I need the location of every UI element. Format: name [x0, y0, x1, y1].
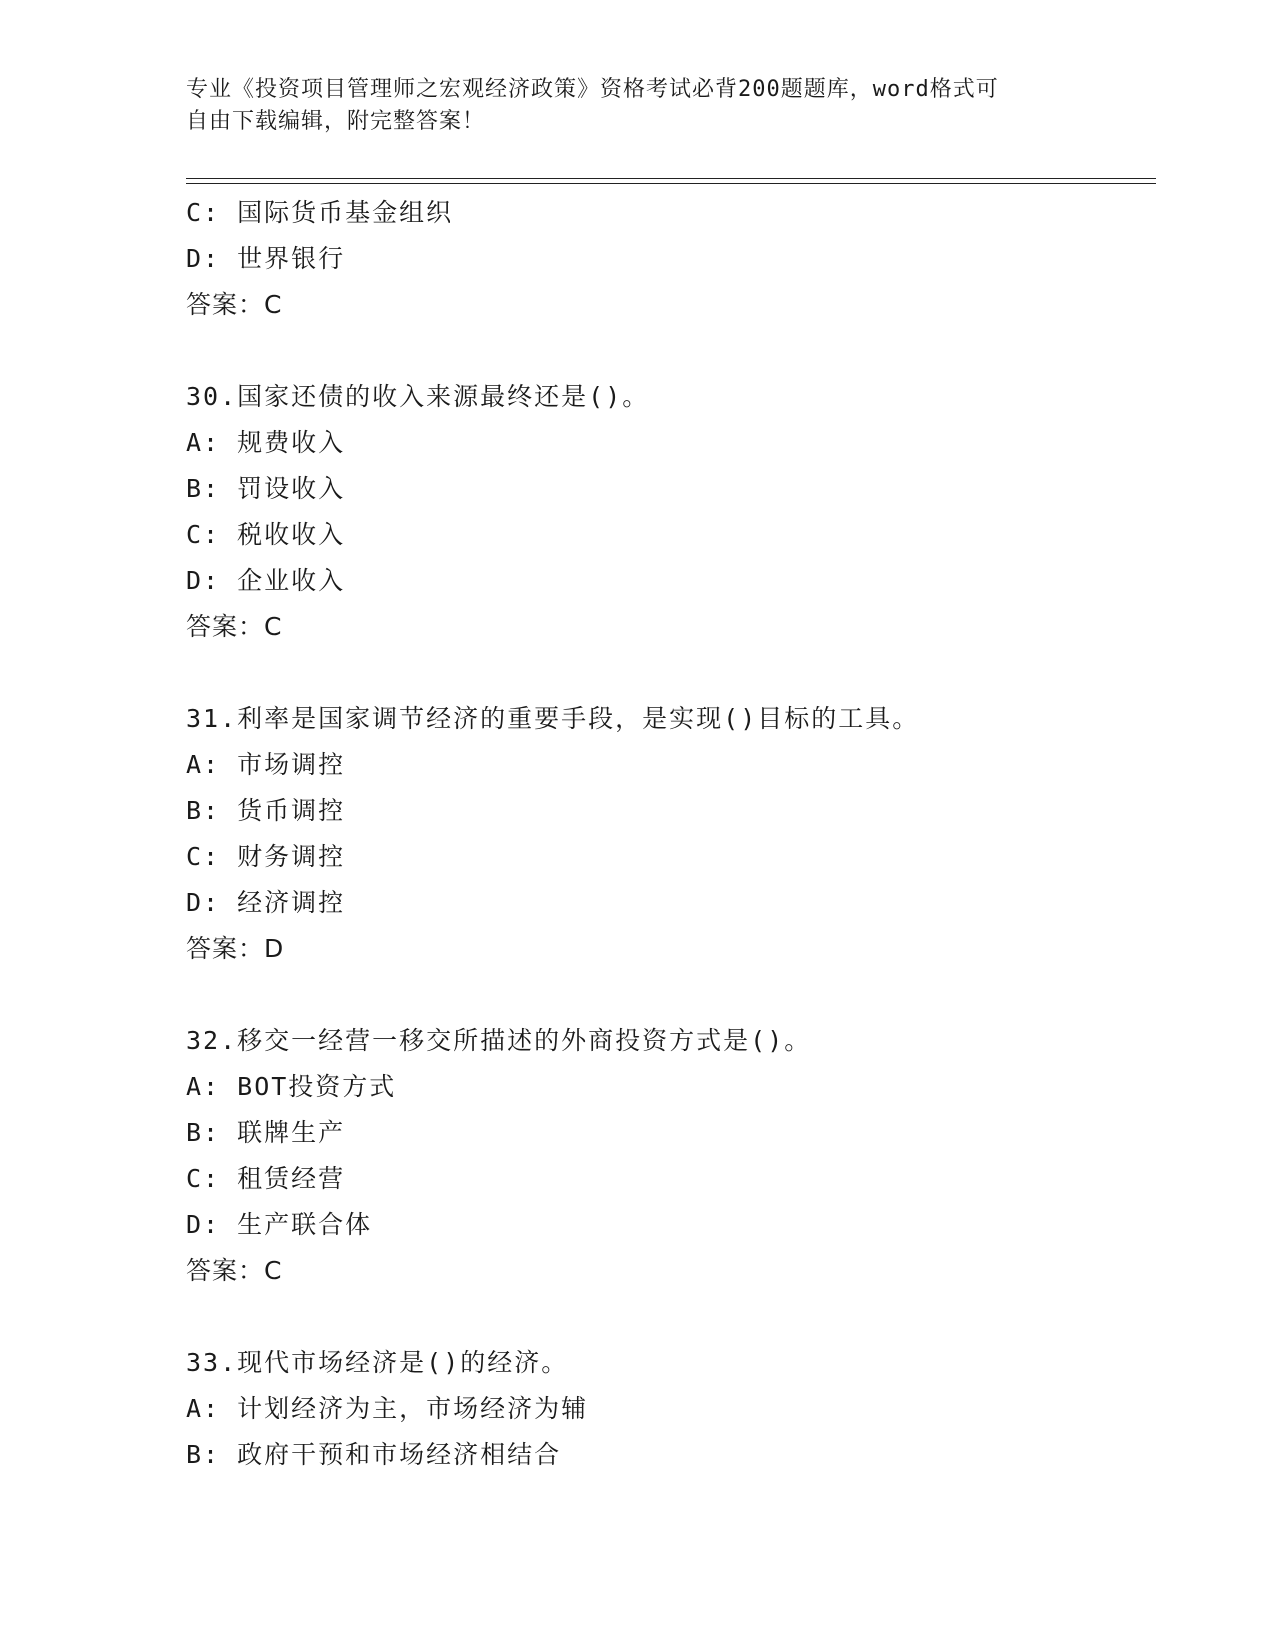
option-c: C: 国际货币基金组织 [186, 198, 454, 227]
option-c: C: 税收收入 [186, 520, 346, 549]
spacer [186, 650, 1166, 696]
header-divider-bottom [186, 183, 1156, 184]
question-stem: 31.利率是国家调节经济的重要手段，是实现()目标的工具。 [186, 704, 920, 733]
option-c: C: 财务调控 [186, 842, 346, 871]
question-list [186, 190, 1166, 1478]
spacer [186, 1294, 1166, 1340]
header-line-1: 专业《投资项目管理师之宏观经济政策》资格考试必背200题题库，word格式可 [186, 77, 999, 102]
answer: 答案：C [186, 612, 283, 641]
option-c: C: 租赁经营 [186, 1164, 346, 1193]
option-d: D: 世界银行 [186, 244, 346, 273]
option-b: B: 货币调控 [186, 796, 346, 825]
document-header [186, 74, 1066, 138]
spacer [186, 972, 1166, 1018]
question-stem: 33.现代市场经济是()的经济。 [186, 1348, 569, 1377]
question-stem: 30.国家还债的收入来源最终还是()。 [186, 382, 650, 411]
header-line-2: 自由下载编辑，附完整答案！ [186, 109, 486, 134]
answer: 答案：C [186, 1256, 283, 1285]
option-d: D: 企业收入 [186, 566, 346, 595]
header-divider-top [186, 178, 1156, 179]
option-a: A: 规费收入 [186, 428, 346, 457]
question-stem: 32.移交一经营一移交所描述的外商投资方式是()。 [186, 1026, 812, 1055]
option-d: D: 经济调控 [186, 888, 346, 917]
option-a: A: BOT投资方式 [186, 1072, 397, 1101]
option-d: D: 生产联合体 [186, 1210, 373, 1239]
option-b: B: 政府干预和市场经济相结合 [186, 1440, 562, 1469]
answer: 答案：C [186, 290, 283, 319]
answer: 答案：D [186, 934, 285, 963]
spacer [186, 328, 1166, 374]
option-b: B: 罚设收入 [186, 474, 346, 503]
option-b: B: 联牌生产 [186, 1118, 346, 1147]
option-a: A: 计划经济为主，市场经济为辅 [186, 1394, 589, 1423]
option-a: A: 市场调控 [186, 750, 346, 779]
